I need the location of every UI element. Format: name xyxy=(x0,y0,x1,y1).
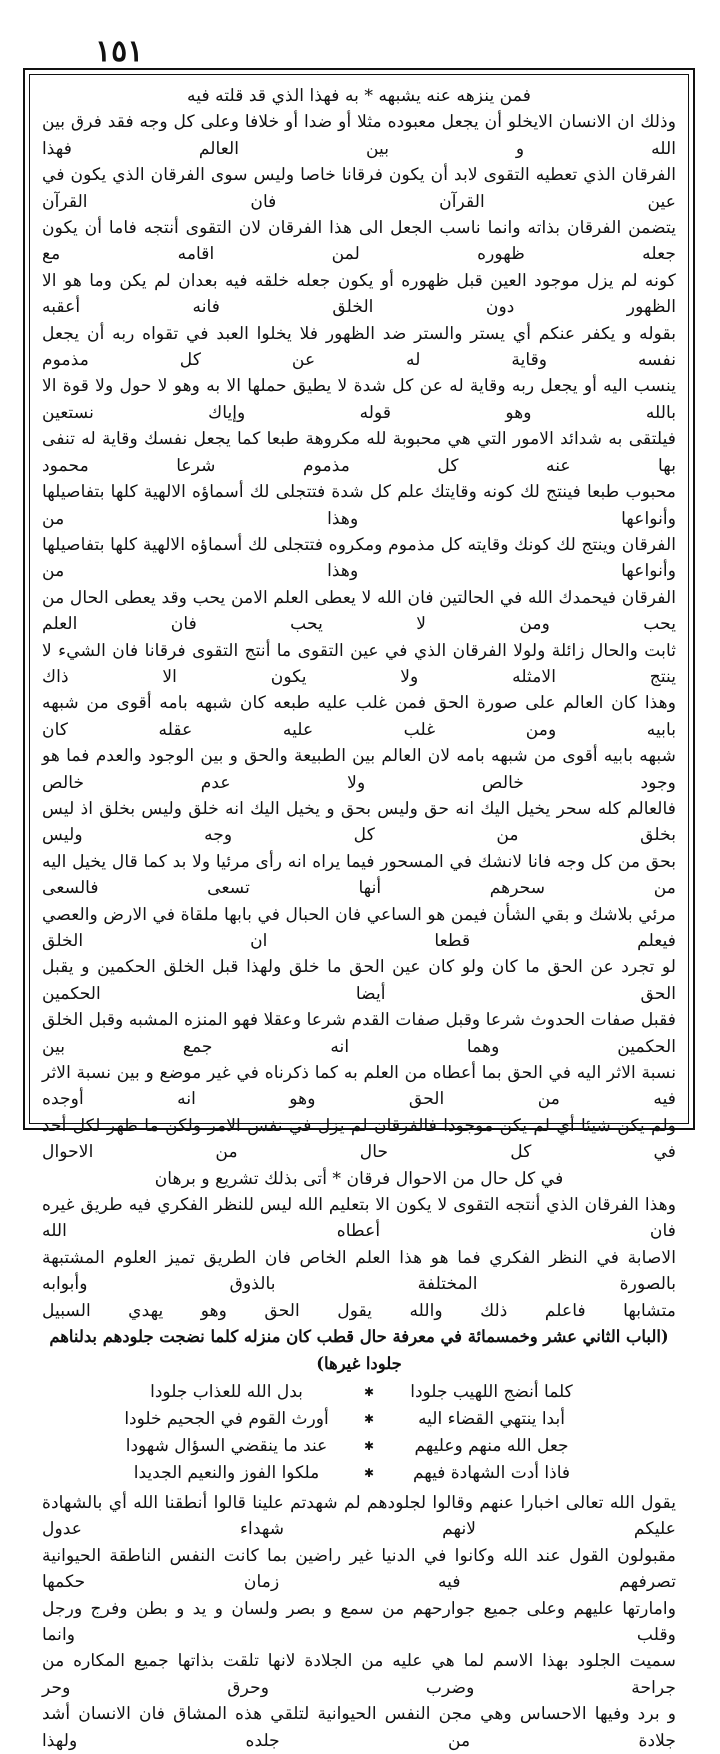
text-line: يقول الله تعالى اخبارا عنهم وقالوا لجلودهم لم شهدتم علينا قالوا أنطقنا الله أي بالشهادة عليكم لانهم شهداء عدول xyxy=(42,1492,676,1540)
verse-left-hemistich: ملكوا الفوز والنعيم الجديدا xyxy=(133,1462,320,1483)
verse-right-hemistich: فاذا أدت الشهادة فيهم xyxy=(412,1462,571,1483)
verse-line: في كل حال من الاحوال فرقان * أتى بذلك تشريع و برهان xyxy=(154,1168,564,1189)
text-line: لو تجرد عن الحق ما كان ولو كان عين الحق ما خلق ولهذا قبل الخلق الحكمين و يقبل الحق أيضا الحكمين xyxy=(42,957,676,1004)
text-line: و برد وفيها الاحساس وهي مجن النفس الحيوانية لتلقي هذه المشاق فان الانسان أشد جلادة من جلده ولهذا xyxy=(42,1704,676,1751)
text-line: محبوب طبعا فينتج لك كونه وقايتك علم كل شدة فتتجلى لك أسماؤه الالهية كلها بتفاصيلها وأنواعها وهذا من xyxy=(42,482,676,529)
page-number: ١٥١ xyxy=(95,34,144,69)
text-line: فقبل صفات الحدوث شرعا وقبل صفات القدم شرعا وعقلا فهو المنزه المشبه وقبل الخلق الحكمين وهما انه جمع بين xyxy=(42,1010,676,1057)
page-body xyxy=(29,74,689,1751)
text-line: الفرقان وينتج لك كونك وقايته كل مذموم ومكروه فتتجلى لك أسماؤه الالهية كلها بتفاصيلها وأنواعها وهذا من xyxy=(42,534,676,582)
text-line: فالعالم كله سحر يخيل اليك انه حق وليس بحق و يخيل اليك انه خلق وليس بخلق اذ ليس بخلق من كل وجه وليس xyxy=(42,798,676,846)
text-content xyxy=(42,83,676,1754)
text-line: ثابت والحال زائلة ولولا الفرقان الذي في عين التقوى ما أنتج التقوى فرقانا فان الشيء لا ينتج الامثله ولا يكون الا ذاك xyxy=(42,640,676,687)
chapter-heading: (الباب الثاني عشر وخمسمائة في معرفة حال قطب كان منزله كلما نضجت جلودهم بدلناهم جلودا غيرها) xyxy=(49,1327,669,1373)
text-line: سميت الجلود بهذا الاسم لما هي عليه من الجلادة لانها تلقت بذاتها جميع المكاره من جراحة وضرب وحرق وحر xyxy=(42,1651,676,1698)
star-separator: ✱ xyxy=(363,1411,374,1426)
page-frame xyxy=(23,68,695,1751)
text-line: فيلتقى به شدائد الامور التي هي محبوبة لله مكروهة طبعا كما يجعل نفسك وقاية له تنفى بها عنه كل مذموم شرعا محمود xyxy=(42,429,676,476)
star-separator: ✱ xyxy=(363,1465,374,1480)
verse-right-hemistich: كلما أنضج اللهيب جلودا xyxy=(410,1381,573,1402)
verse-right-hemistich: جعل الله منهم وعليهم xyxy=(414,1435,569,1456)
verse-row xyxy=(124,1460,594,1487)
text-line: وهذا كان العالم على صورة الحق فمن غلب عليه طبعه كان شبهه بامه أقوى من شبهه بابيه ومن غلب عليه عقله كان xyxy=(42,693,676,740)
text-line: ولم يكن شيئا أي لم يكن موجودا فالفرقان لم يزل في نفس الامر ولكن ما ظهر لكل أحد في كل حال من الاحوال xyxy=(42,1115,676,1163)
text-line: متشابها فاعلم ذلك والله يقول الحق وهو يهدي السبيل xyxy=(42,1300,676,1321)
verse-left-hemistich: بدل الله للعذاب جلودا xyxy=(150,1381,303,1402)
verse-row xyxy=(124,1406,594,1433)
paragraph-1 xyxy=(42,109,676,1165)
text-line: نسبة الاثر اليه في الحق بما أعطاه من العلم به كما ذكرناه في غير موضع و بين نسبة الاثر فيه من الحق وهو انه أوجده xyxy=(42,1063,676,1110)
text-line: الاصابة في النظر الفكري فما هو هذا العلم الخاص فان الطريق تميز العلوم المشتبهة بالصورة المختلفة بالذوق وأبوابه xyxy=(42,1247,676,1295)
verse-left-hemistich: عند ما ينقضي السؤال شهودا xyxy=(125,1435,328,1456)
text-line: بقوله و يكفر عنكم أي يستر والستر ضد الظهور فلا يخلوا العبد في تقواه ربه أن يجعل نفسه وقاية له عن كل مذموم xyxy=(42,323,676,371)
verse-left-hemistich: أورث القوم في الجحيم خلودا xyxy=(124,1408,329,1429)
star-separator: ✱ xyxy=(363,1438,374,1453)
text-line: مرئي بلاشك و بقي الشأن فيمن هو الساعي فان الحبال في بابها ملقاة في الارض والعصي فيعلم قطعا ان الخلق xyxy=(42,904,676,951)
text-line: ينسب اليه أو يجعل ربه وقاية له عن كل شدة لا يطيق حملها الا به وهو لا حول ولا قوة الا بالله وهو قوله وإياك نستعين xyxy=(42,376,676,423)
star-separator: ✱ xyxy=(363,1384,374,1399)
text-line: الفرقان فيحمدك الله في الحالتين فان الله لا يعطى العلم الامن يحب وقد يعطى الحال من يحب ومن لا يحب فان العلم xyxy=(42,587,676,635)
poem-verses xyxy=(124,1379,594,1487)
opening-verse-line: فمن ينزهه عنه يشبهه * به فهذا الذي قد قلته فيه xyxy=(187,86,531,106)
verse-row xyxy=(124,1379,594,1406)
text-line: وهذا الفرقان الذي أنتجه التقوى لا يكون الا بتعليم الله ليس للنظر الفكري فيه طريق غيره فان أعطاه الله xyxy=(42,1195,676,1242)
text-line: مقبولون القول عند الله وكانوا في الدنيا غير راضين بما كانت النفس الناطقة الحيوانية تصرفهم فيه زمان حكمها xyxy=(42,1545,676,1593)
verse-row xyxy=(124,1433,594,1460)
text-line: وذلك ان الانسان الايخلو أن يجعل معبوده مثلا أو ضدا أو خلافا وعلى كل وجه فقد فرق بين الله و بين العالم فهذا xyxy=(42,112,676,159)
verse-right-hemistich: أبدا ينتهي القضاء اليه xyxy=(418,1408,565,1429)
paragraph-3 xyxy=(42,1490,676,1754)
text-line: الفرقان الذي تعطيه التقوى لابد أن يكون فرقانا خاصا وليس سوى الفرقان الذي يكون في عين القرآن فان القرآن xyxy=(42,165,676,212)
text-line: كونه لم يزل موجود العين قبل ظهوره أو يكون جعله خلقه فيه بعدان لم يكن وما هو الا الظهور دون الخلق فانه أعقبه xyxy=(42,270,676,318)
text-line: يتضمن الفرقان بذاته وانما ناسب الجعل الى هذا الفرقان لان التقوى أنتجه فاما أن يكون جعله ظهوره لمن اقامه مع xyxy=(42,218,676,265)
text-line: بحق من كل وجه فانا لانشك في المسحور فيما يراه انه رأى مرئيا ولا بد كما قال يخيل اليه من سحرهم أنها تسعى فالسعى xyxy=(42,851,676,899)
paragraph-2 xyxy=(42,1192,676,1324)
text-line: وامارتها عليهم وعلى جميع جوارحهم من سمع و بصر ولسان و يد و بطن وفرج ورجل وقلب وانما xyxy=(42,1598,676,1645)
text-line: شبهه بابيه أقوى من شبهه بامه لان العالم بين الطبيعة والحق و بين الوجود والعدم فما هو وجود خالص ولا عدم خالص xyxy=(42,746,676,793)
